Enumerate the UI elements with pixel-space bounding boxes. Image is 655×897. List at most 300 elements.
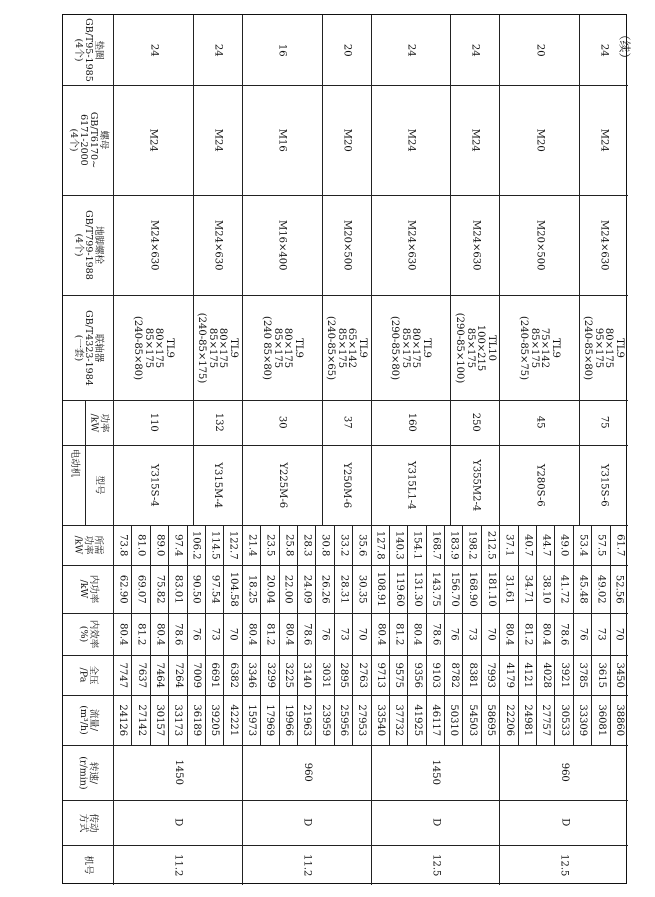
internal-efficiency-cell-text: 80.4 — [411, 622, 423, 646]
internal-efficiency-cell-text: 70 — [356, 627, 368, 641]
flow-cell — [168, 695, 186, 745]
internal-power-cell-text: 83.01 — [172, 574, 184, 604]
pressure-cell — [518, 655, 536, 695]
internal-efficiency-cell — [352, 613, 370, 655]
pressure-cell — [573, 655, 591, 695]
internal-power-cell-text: 20.04 — [264, 574, 276, 604]
flow-cell — [315, 695, 333, 745]
pressure-cell — [591, 655, 609, 695]
pressure-cell — [444, 655, 462, 695]
flow-cell — [536, 695, 554, 745]
coupling-cell — [242, 295, 322, 400]
required-power-cell-text: 28.3 — [301, 533, 313, 557]
flow-cell — [389, 695, 407, 745]
motor-power-cell — [579, 400, 628, 445]
nut-header — [63, 85, 113, 195]
pressure-header-text: 全压 /Pa — [77, 665, 99, 685]
model-cell-text: 11.2 — [301, 853, 313, 877]
required-power-cell — [481, 525, 499, 565]
motor-power-cell — [193, 400, 242, 445]
pressure-cell — [554, 655, 572, 695]
internal-power-cell — [389, 565, 407, 613]
model-cell-text: 11.2 — [172, 853, 184, 877]
drive-cell-text: D — [558, 818, 570, 827]
pressure-cell — [297, 655, 315, 695]
flow-cell — [610, 695, 628, 745]
internal-power-cell — [573, 565, 591, 613]
internal-efficiency-cell — [610, 613, 628, 655]
model-header-text: 机号 — [82, 855, 94, 875]
required-power-cell-text: 49.0 — [558, 533, 570, 557]
coupling-cell-text: TL9 65×142 85×175 (240-85×65) — [325, 315, 369, 380]
model-header — [63, 845, 113, 885]
pressure-cell-text: 3299 — [264, 662, 276, 688]
internal-efficiency-cell-text: 73 — [466, 627, 478, 641]
pressure-cell-text: 9575 — [393, 662, 405, 688]
required-power-cell-text: 212.5 — [485, 530, 497, 560]
internal-efficiency-cell-text: 81.2 — [522, 622, 534, 646]
pressure-cell — [536, 655, 554, 695]
flow-cell — [260, 695, 278, 745]
washer-header — [63, 15, 113, 85]
motor-type-cell-text: Y315S-4 — [148, 463, 160, 507]
required-power-cell — [131, 525, 149, 565]
required-power-cell — [315, 525, 333, 565]
flow-cell — [150, 695, 168, 745]
pressure-cell-text: 3615 — [595, 662, 607, 688]
internal-efficiency-cell-text: 81.2 — [135, 622, 147, 646]
internal-power-cell — [426, 565, 444, 613]
model-cell — [242, 845, 371, 885]
drive-header — [63, 800, 113, 845]
internal-efficiency-cell-text: 80.4 — [154, 622, 166, 646]
required-power-cell-text: 53.4 — [577, 533, 589, 557]
required-power-cell — [168, 525, 186, 565]
motor-type-cell-text: Y355M2-4 — [470, 458, 482, 512]
nut-cell — [450, 85, 499, 195]
nut-cell-text: M20 — [534, 128, 546, 152]
internal-efficiency-cell-text: 76 — [319, 627, 331, 641]
washer-cell-text: 24 — [405, 43, 417, 57]
drive-cell-text: D — [301, 818, 313, 827]
internal-efficiency-cell-text: 80.4 — [374, 622, 386, 646]
required-power-cell-text: 73.8 — [117, 533, 129, 557]
internal-efficiency-cell — [499, 613, 517, 655]
internal-power-cell-text: 75.82 — [154, 574, 166, 604]
internal-efficiency-cell-text: 70 — [485, 627, 497, 641]
internal-power-cell — [591, 565, 609, 613]
flow-cell-text: 46117 — [430, 704, 442, 736]
required-power-cell-text: 57.5 — [595, 533, 607, 557]
flow-cell-text: 50310 — [448, 704, 460, 736]
washer-cell-text: 24 — [212, 43, 224, 57]
internal-power-cell — [205, 565, 223, 613]
required-power-cell — [223, 525, 241, 565]
required-power-cell — [334, 525, 352, 565]
pressure-cell-text: 3346 — [246, 662, 258, 688]
required-power-cell — [554, 525, 572, 565]
internal-efficiency-cell — [187, 613, 205, 655]
internal-power-cell-text: 62.90 — [117, 574, 129, 604]
motor-power-cell-text: 250 — [470, 412, 482, 433]
coupling-cell-text: TL9 80×175 85×175 (290-85×80) — [389, 315, 433, 380]
coupling-cell — [322, 295, 371, 400]
motor-type-cell-text: Y315M-4 — [212, 462, 224, 508]
required-power-cell-text: 127.8 — [374, 530, 386, 560]
required-power-cell-text: 81.0 — [135, 533, 147, 557]
flow-cell-text: 41925 — [411, 704, 423, 736]
speed-cell — [242, 745, 371, 800]
internal-power-cell-text: 30.35 — [356, 574, 368, 604]
pressure-cell-text: 4028 — [540, 662, 552, 688]
flow-cell-text: 21963 — [301, 704, 313, 736]
motor-type-cell-text: Y225M-6 — [276, 462, 288, 508]
washer-cell-text: 16 — [276, 43, 288, 57]
anchor-bolt-cell-text: M16×400 — [276, 219, 288, 271]
internal-power-cell-text: 69.07 — [135, 574, 147, 604]
pressure-cell-text: 3450 — [614, 662, 626, 688]
required-power-cell-text: 30.8 — [319, 533, 331, 557]
required-power-cell-text: 89.0 — [154, 533, 166, 557]
coupling-cell-text: TL9 80×175 85×175 (240 85×80) — [261, 315, 304, 380]
model-cell — [371, 845, 500, 885]
internal-power-cell-text: 22.00 — [282, 574, 294, 604]
internal-efficiency-cell-text: 78.6 — [558, 622, 570, 646]
anchor-bolt-cell-text: M24×630 — [598, 219, 610, 271]
anchor-bolt-cell — [322, 195, 371, 295]
washer-cell — [499, 15, 579, 85]
required-power-cell-text: 198.2 — [466, 530, 478, 560]
internal-power-cell — [462, 565, 480, 613]
flow-cell-text: 22206 — [503, 704, 515, 736]
internal-efficiency-cell — [444, 613, 462, 655]
required-power-cell-text: 25.8 — [282, 533, 294, 557]
pressure-cell — [371, 655, 389, 695]
internal-power-cell — [168, 565, 186, 613]
nut-cell-text: M24 — [598, 128, 610, 152]
anchor-bolt-header — [63, 195, 113, 295]
flow-cell — [352, 695, 370, 745]
internal-efficiency-cell-text: 78.6 — [301, 622, 313, 646]
nut-cell — [499, 85, 579, 195]
motor-type-header-text: 型号 — [93, 475, 105, 495]
washer-cell — [322, 15, 371, 85]
internal-efficiency-cell-text: 80.4 — [503, 622, 515, 646]
pressure-cell-text: 7009 — [191, 662, 203, 688]
required-power-cell — [279, 525, 297, 565]
pressure-cell — [334, 655, 352, 695]
flow-cell — [334, 695, 352, 745]
pressure-cell — [279, 655, 297, 695]
motor-type-cell-text: Y280S-6 — [534, 463, 546, 507]
model-cell-text: 12.5 — [430, 853, 442, 877]
required-power-cell-text: 40.7 — [522, 533, 534, 557]
internal-efficiency-cell-text: 80.4 — [540, 622, 552, 646]
washer-cell — [450, 15, 499, 85]
speed-cell — [113, 745, 242, 800]
coupling-cell-text: TL10 100×215 85×175 (290-85×100) — [454, 312, 497, 383]
coupling-cell — [450, 295, 499, 400]
internal-power-cell — [187, 565, 205, 613]
anchor-bolt-cell-text: M24×630 — [212, 219, 224, 271]
internal-power-cell-text: 26.26 — [319, 574, 331, 604]
coupling-cell — [499, 295, 579, 400]
internal-efficiency-cell-text: 81.2 — [264, 622, 276, 646]
pressure-cell-text: 6382 — [227, 662, 239, 688]
nut-header-text: 螺母 GB/T6170~ 6171-2000 (4个) — [68, 111, 109, 169]
internal-power-cell-text: 119.60 — [393, 571, 405, 607]
pressure-cell-text: 2895 — [338, 662, 350, 688]
drive-header-text: 传动 方式 — [77, 812, 99, 833]
nut-cell — [193, 85, 242, 195]
washer-cell-text: 20 — [534, 43, 546, 57]
pressure-cell — [131, 655, 149, 695]
internal-power-cell — [315, 565, 333, 613]
internal-efficiency-cell — [573, 613, 591, 655]
speed-cell-text: 960 — [558, 762, 570, 783]
flow-cell — [407, 695, 425, 745]
washer-cell — [579, 15, 628, 85]
internal-efficiency-header — [63, 613, 113, 655]
internal-efficiency-cell-text: 70 — [227, 627, 239, 641]
model-cell-text: 12.5 — [558, 853, 570, 877]
internal-power-cell — [352, 565, 370, 613]
required-power-cell — [610, 525, 628, 565]
flow-cell — [113, 695, 131, 745]
required-power-cell-text: 114.5 — [209, 530, 221, 560]
coupling-cell-text: TL9 80×175 95×175 (240-85×80) — [583, 315, 626, 380]
internal-efficiency-cell — [242, 613, 260, 655]
required-power-cell-text: 33.2 — [338, 533, 350, 557]
internal-power-cell-text: 90.50 — [191, 574, 203, 604]
coupling-cell — [113, 295, 193, 400]
internal-power-cell — [407, 565, 425, 613]
internal-power-cell-text: 97.54 — [209, 574, 221, 604]
flow-cell-text: 36189 — [191, 704, 203, 736]
pressure-cell — [113, 655, 131, 695]
motor-type-cell — [322, 445, 371, 525]
required-power-cell-text: 154.1 — [411, 530, 423, 560]
internal-efficiency-cell — [426, 613, 444, 655]
flow-cell — [591, 695, 609, 745]
internal-efficiency-cell — [554, 613, 572, 655]
required-power-cell — [187, 525, 205, 565]
internal-efficiency-cell — [168, 613, 186, 655]
required-power-cell — [499, 525, 517, 565]
internal-efficiency-cell — [481, 613, 499, 655]
internal-power-cell-text: 104.58 — [227, 571, 239, 607]
internal-power-cell — [518, 565, 536, 613]
anchor-bolt-header-text: 地脚螺栓 GB/T799-1988 (4个) — [73, 210, 104, 280]
flow-cell — [573, 695, 591, 745]
required-power-cell — [444, 525, 462, 565]
internal-power-cell-text: 168.90 — [466, 571, 478, 607]
motor-type-cell-text: Y315L1-4 — [405, 460, 417, 510]
pressure-cell — [481, 655, 499, 695]
internal-efficiency-cell-text: 73 — [595, 627, 607, 641]
motor-power-cell — [322, 400, 371, 445]
coupling-cell — [193, 295, 242, 400]
coupling-cell-text: TL9 80×175 85×175 (240-85×175) — [196, 312, 240, 383]
internal-power-cell — [260, 565, 278, 613]
required-power-cell — [150, 525, 168, 565]
drive-cell-text: D — [172, 818, 184, 827]
washer-cell-text: 24 — [148, 43, 160, 57]
internal-power-cell-text: 131.30 — [411, 571, 423, 607]
nut-cell-text: M16 — [276, 128, 288, 152]
internal-efficiency-cell — [462, 613, 480, 655]
nut-cell-text: M24 — [405, 128, 417, 152]
pressure-cell — [242, 655, 260, 695]
internal-efficiency-cell — [591, 613, 609, 655]
motor-power-cell — [450, 400, 499, 445]
pressure-cell-text: 8381 — [466, 662, 478, 688]
required-power-cell — [462, 525, 480, 565]
internal-efficiency-cell — [205, 613, 223, 655]
anchor-bolt-cell-text: M24×630 — [470, 219, 482, 271]
flow-header — [63, 695, 113, 745]
fan-spec-table — [62, 14, 627, 884]
motor-power-cell-text: 30 — [276, 416, 288, 429]
internal-power-cell-text: 28.31 — [338, 574, 350, 604]
flow-cell — [371, 695, 389, 745]
pressure-cell — [499, 655, 517, 695]
pressure-cell — [352, 655, 370, 695]
pressure-cell — [168, 655, 186, 695]
flow-cell — [481, 695, 499, 745]
required-power-cell — [389, 525, 407, 565]
motor-power-header — [85, 400, 113, 445]
internal-efficiency-cell — [334, 613, 352, 655]
required-power-cell-text: 37.1 — [503, 533, 515, 557]
flow-cell-text: 33309 — [577, 704, 589, 736]
pressure-cell — [610, 655, 628, 695]
drive-cell — [113, 800, 242, 845]
internal-power-cell-text: 143.75 — [430, 571, 442, 607]
internal-power-cell-text: 38.10 — [540, 574, 552, 604]
washer-cell-text: 20 — [341, 43, 353, 57]
internal-efficiency-cell-text: 76 — [191, 627, 203, 641]
pressure-cell-text: 3031 — [319, 662, 331, 688]
internal-power-cell-text: 34.71 — [522, 574, 534, 604]
pressure-cell-text: 7993 — [485, 662, 497, 688]
anchor-bolt-cell — [579, 195, 628, 295]
internal-power-cell-text: 18.25 — [246, 574, 258, 604]
required-power-header-text: 所需 功率 /kW — [73, 535, 104, 555]
model-cell — [499, 845, 628, 885]
internal-efficiency-cell — [371, 613, 389, 655]
internal-power-cell — [371, 565, 389, 613]
motor-power-cell — [242, 400, 322, 445]
flow-cell — [205, 695, 223, 745]
flow-cell — [462, 695, 480, 745]
required-power-cell — [518, 525, 536, 565]
flow-cell — [554, 695, 572, 745]
nut-cell — [322, 85, 371, 195]
speed-header-text: 转速/ (r/min) — [77, 755, 99, 790]
internal-power-cell-text: 181.10 — [485, 571, 497, 607]
motor-power-cell — [371, 400, 451, 445]
required-power-cell — [297, 525, 315, 565]
motor-type-cell — [371, 445, 451, 525]
speed-cell — [499, 745, 628, 800]
internal-power-cell — [554, 565, 572, 613]
required-power-cell-text: 168.7 — [430, 530, 442, 560]
anchor-bolt-cell — [193, 195, 242, 295]
flow-cell-text: 19966 — [282, 704, 294, 736]
flow-cell-text: 27142 — [135, 704, 147, 736]
flow-cell-text: 17969 — [264, 704, 276, 736]
internal-efficiency-cell — [113, 613, 131, 655]
internal-efficiency-cell — [223, 613, 241, 655]
anchor-bolt-cell — [371, 195, 451, 295]
internal-power-cell — [536, 565, 554, 613]
flow-cell-text: 54503 — [466, 704, 478, 736]
pressure-cell-text: 3785 — [577, 662, 589, 688]
required-power-cell — [591, 525, 609, 565]
pressure-header — [63, 655, 113, 695]
internal-efficiency-cell-text: 81.2 — [393, 622, 405, 646]
motor-type-cell — [499, 445, 579, 525]
pressure-cell-text: 3921 — [558, 662, 570, 688]
continued-label: （续） — [617, 28, 632, 65]
internal-efficiency-cell — [389, 613, 407, 655]
required-power-cell — [205, 525, 223, 565]
required-power-cell — [573, 525, 591, 565]
coupling-cell — [371, 295, 451, 400]
internal-power-cell — [481, 565, 499, 613]
required-power-cell-text: 61.7 — [614, 533, 626, 557]
required-power-cell — [426, 525, 444, 565]
washer-cell — [242, 15, 322, 85]
rule-line — [85, 400, 86, 525]
motor-power-cell — [113, 400, 193, 445]
pressure-cell-text: 4179 — [503, 662, 515, 688]
drive-cell — [371, 800, 500, 845]
internal-efficiency-cell — [407, 613, 425, 655]
internal-power-cell-text: 108.91 — [374, 571, 386, 607]
required-power-cell — [242, 525, 260, 565]
motor-group-header — [63, 400, 85, 525]
required-power-cell — [352, 525, 370, 565]
drive-cell-text: D — [430, 818, 442, 827]
required-power-cell-text: 183.9 — [448, 530, 460, 560]
internal-power-cell-text: 41.72 — [558, 574, 570, 604]
pressure-cell — [315, 655, 333, 695]
internal-power-cell-text: 156.70 — [448, 571, 460, 607]
required-power-cell-text: 122.7 — [227, 530, 239, 560]
motor-power-cell-text: 110 — [148, 412, 160, 433]
flow-cell — [426, 695, 444, 745]
coupling-header-text: 联轴器 GB/T4323-1984 (一套) — [73, 309, 104, 386]
motor-power-cell-text: 75 — [598, 416, 610, 429]
internal-power-header — [63, 565, 113, 613]
internal-efficiency-cell — [150, 613, 168, 655]
pressure-cell — [462, 655, 480, 695]
pressure-cell — [426, 655, 444, 695]
motor-type-cell — [450, 445, 499, 525]
pressure-cell — [407, 655, 425, 695]
nut-cell — [579, 85, 628, 195]
flow-header-text: 流量/ (m³/h) — [78, 705, 99, 735]
washer-cell — [371, 15, 451, 85]
required-power-cell-text: 106.2 — [191, 530, 203, 560]
motor-type-cell — [113, 445, 193, 525]
internal-power-cell-text: 31.61 — [503, 574, 515, 604]
pressure-cell-text: 4121 — [522, 662, 534, 688]
coupling-cell — [579, 295, 628, 400]
flow-cell-text: 33540 — [374, 704, 386, 736]
